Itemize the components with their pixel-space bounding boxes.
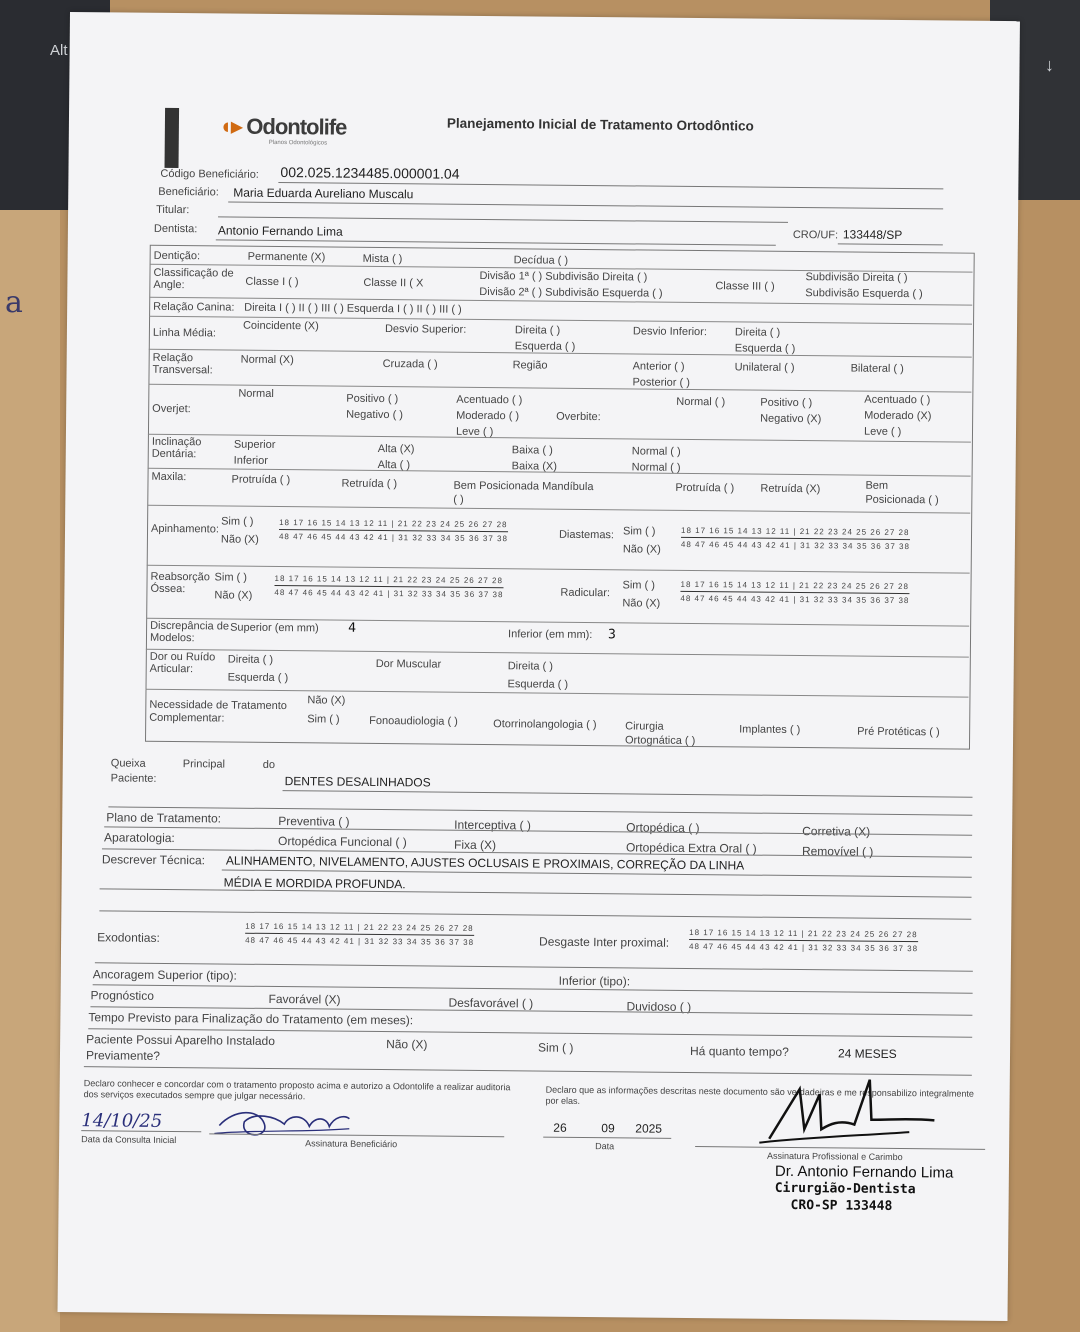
titular-label: Titular: bbox=[156, 203, 190, 217]
plano-preventiva: Preventiva ( ) bbox=[278, 814, 350, 829]
teeth-lower: 48 47 46 45 44 43 42 41 | 31 32 33 34 35 36 37 38 bbox=[245, 935, 475, 947]
discrepancia-label: Discrepância de Modelos: bbox=[149, 619, 230, 645]
classe-2: Classe II ( X bbox=[363, 276, 424, 290]
mandibula-bem-posicionada: Bem Posicionada Mandíbula bbox=[453, 479, 594, 494]
mandibula-posicionada: Posicionada ( ) bbox=[865, 493, 939, 507]
ha-quanto-tempo-value: 24 MESES bbox=[837, 1046, 897, 1061]
assinatura-profissional-label: Assinatura Profissional e Carimbo bbox=[767, 1150, 903, 1163]
stamp-title: Cirurgião-Dentista bbox=[774, 1180, 916, 1198]
otorrinolaringologia: Otorrinolangologia ( ) bbox=[493, 718, 597, 732]
teeth-upper: 18 17 16 15 14 13 12 11 | 21 22 23 24 25 26 27 28 bbox=[279, 518, 508, 532]
stamp-name: Dr. Antonio Fernando Lima bbox=[774, 1162, 954, 1182]
aparelho-label-1: Paciente Possui Aparelho Instalado bbox=[86, 1032, 275, 1049]
teeth-upper: 18 17 16 15 14 13 12 11 | 21 22 23 24 25 26 27 28 bbox=[245, 922, 474, 936]
data-consulta-label: Data da Consulta Inicial bbox=[81, 1134, 177, 1146]
classe-3: Classe III ( ) bbox=[715, 280, 775, 293]
inclinacao-alta-inf: Alta ( ) bbox=[377, 458, 411, 472]
envelope-edge bbox=[0, 210, 60, 1332]
desvio-sup-direita: Direita ( ) bbox=[514, 324, 561, 337]
professional-signature bbox=[759, 1069, 940, 1151]
inclinacao-baixa-sup: Baixa ( ) bbox=[511, 444, 553, 457]
diastemas-sim: Sim ( ) bbox=[622, 525, 656, 538]
maxila-retruida: Retruída ( ) bbox=[341, 477, 398, 491]
teeth-lower: 48 47 46 45 44 43 42 41 | 31 32 33 34 35 36 37 38 bbox=[689, 941, 919, 954]
teeth-upper: 18 17 16 15 14 13 12 11 | 21 22 23 24 25 26 27 28 bbox=[689, 928, 918, 942]
classe3-sub-esquerda: Subdivisão Esquerda ( ) bbox=[805, 287, 923, 301]
classificacao-label: Classificação de Angle: bbox=[153, 266, 234, 292]
pre-proteticas: Pré Protéticas ( ) bbox=[857, 725, 940, 739]
relacao-canina-label: Relação Canina: bbox=[153, 300, 235, 314]
stamp-cro: CRO-SP 133448 bbox=[790, 1197, 893, 1214]
data-line bbox=[543, 1137, 671, 1139]
queixa-line bbox=[283, 790, 973, 798]
tecnica-underline-3 bbox=[99, 910, 971, 919]
transversal-anterior: Anterior ( ) bbox=[632, 360, 685, 373]
declaracao-profissional: Declaro que as informações descritas neste documento são verdadeiras e me responsabilizo integralmente por elas. bbox=[545, 1084, 974, 1106]
teeth-lower: 48 47 46 45 44 43 42 41 | 31 32 33 34 35 36 37 38 bbox=[680, 539, 910, 552]
aparatologia-fixa: Fixa (X) bbox=[453, 837, 497, 853]
teeth-upper: 18 17 16 15 14 13 12 11 | 21 22 23 24 25 26 27 28 bbox=[274, 574, 503, 588]
beneficiario-label: Beneficiário: bbox=[158, 185, 219, 199]
apinhamento-teeth-chart bbox=[279, 518, 508, 543]
dor-muscular-esquerda: Esquerda ( ) bbox=[507, 678, 569, 691]
aparatologia-extra-oral: Ortopédica Extra Oral ( ) bbox=[625, 840, 757, 856]
queixa-label-3: do bbox=[262, 758, 276, 772]
dor-label: Dor ou Ruído Articular: bbox=[149, 650, 216, 676]
discrepancia-superior-label: Superior (em mm) bbox=[230, 621, 319, 635]
radicular-teeth-chart bbox=[680, 580, 909, 605]
inclinacao-inferior: Inferior bbox=[233, 454, 269, 467]
prognostico-duvidoso: Duvidoso ( ) bbox=[626, 999, 692, 1015]
dor-direita: Direita ( ) bbox=[227, 653, 274, 666]
data-label: Data bbox=[595, 1141, 615, 1152]
relacao-canina-options: Direita I ( ) II ( ) III ( ) Esquerda I ( ) II ( ) III ( ) bbox=[244, 301, 462, 316]
desgaste-teeth-chart bbox=[689, 928, 918, 953]
exodontias-label: Exodontias: bbox=[97, 930, 160, 945]
classe-1: Classe I ( ) bbox=[245, 275, 299, 289]
ancoragem-line bbox=[93, 984, 973, 993]
denticao-label: Dentição: bbox=[153, 249, 201, 263]
prognostico-favoravel: Favorável (X) bbox=[268, 991, 341, 1007]
prognostico-label: Prognóstico bbox=[90, 988, 155, 1003]
mandibula-bem: Bem bbox=[865, 479, 889, 492]
data-mes: 09 bbox=[601, 1121, 615, 1136]
transversal-regiao: Região bbox=[512, 359, 548, 372]
tecnica-underline-2 bbox=[100, 888, 972, 897]
data-consulta-value: 14/10/25 bbox=[81, 1110, 163, 1132]
tecnica-line-1: ALINHAMENTO, NIVELAMENTO, AJUSTES OCLUSAIS E PROXIMAIS, CORREÇÃO DA LINHA bbox=[225, 853, 745, 873]
form-title: Planejamento Inicial de Tratamento Ortodôntico bbox=[446, 115, 754, 134]
ancoragem-inferior: Inferior (tipo): bbox=[558, 973, 631, 989]
divisao-2: Divisão 2ª ( ) Subdivisão Esquerda ( ) bbox=[479, 285, 663, 300]
data-ano: 2025 bbox=[635, 1121, 663, 1136]
overbite-label: Overbite: bbox=[556, 410, 601, 424]
maxila-bem-paren: ( ) bbox=[453, 493, 464, 506]
necessidade-label: Necessidade de Tratamento Complementar: bbox=[149, 698, 287, 725]
queixa-value: DENTES DESALINHADOS bbox=[284, 774, 431, 790]
tecnica-label: Descrever Técnica: bbox=[101, 852, 206, 868]
classe3-sub-direita: Subdivisão Direita ( ) bbox=[805, 271, 908, 285]
discrepancia-superior-value: 4 bbox=[348, 620, 356, 636]
ortognatica: Ortognática ( ) bbox=[624, 734, 696, 748]
arrow-key-label: ↓ bbox=[1045, 55, 1054, 75]
mandibula-retruida: Retruída (X) bbox=[760, 482, 821, 496]
plano-ortopedica: Ortopédica ( ) bbox=[626, 820, 700, 836]
assinatura-beneficiario-label: Assinatura Beneficiário bbox=[305, 1138, 398, 1150]
inclinacao-normal-sup: Normal ( ) bbox=[631, 445, 681, 458]
queixa-label-2: Principal bbox=[182, 758, 226, 771]
plano-interceptiva: Interceptiva ( ) bbox=[454, 817, 531, 833]
transversal-cruzada: Cruzada ( ) bbox=[382, 358, 438, 371]
coincidente: Coincidente (X) bbox=[242, 319, 319, 333]
desvio-inf-esquerda: Esquerda ( ) bbox=[734, 342, 796, 355]
codigo-value: 002.025.1234485.000001.04 bbox=[280, 164, 460, 182]
overjet-label: Overjet: bbox=[152, 402, 191, 416]
overjet-positivo: Positivo ( ) bbox=[346, 392, 399, 406]
denticao-mista: Mista ( ) bbox=[362, 252, 403, 266]
overjet-acentuado: Acentuado ( ) bbox=[456, 393, 523, 407]
plano-label: Plano de Tratamento: bbox=[106, 810, 222, 826]
prognostico-desfavoravel: Desfavorável ( ) bbox=[448, 995, 534, 1011]
overjet-leve: Leve ( ) bbox=[455, 425, 494, 439]
discrepancia-inferior-value: 3 bbox=[607, 627, 616, 643]
transversal-posterior: Posterior ( ) bbox=[632, 376, 690, 389]
overbite-negativo: Negativo (X) bbox=[760, 412, 822, 426]
reabsorcao-sim: Sim ( ) bbox=[214, 571, 248, 584]
overbite-normal: Normal ( ) bbox=[676, 395, 726, 409]
cirurgia: Cirurgia bbox=[625, 720, 664, 733]
queixa-label-4: Paciente: bbox=[110, 772, 157, 785]
transversal-unilateral: Unilateral ( ) bbox=[734, 361, 795, 374]
teeth-lower: 48 47 46 45 44 43 42 41 | 31 32 33 34 35 36 37 38 bbox=[274, 587, 504, 600]
teeth-lower: 48 47 46 45 44 43 42 41 | 31 32 33 34 35 36 37 38 bbox=[680, 593, 910, 606]
aparatologia-ortopedica-funcional: Ortopédica Funcional ( ) bbox=[277, 834, 407, 850]
aparelho-label-2: Previamente? bbox=[85, 1048, 161, 1063]
desvio-inf-direita: Direita ( ) bbox=[734, 326, 781, 339]
discrepancia-inferior-label: Inferior (em mm): bbox=[507, 628, 593, 642]
cro-label: CRO/UF: bbox=[792, 228, 839, 242]
diastemas-teeth-chart bbox=[681, 526, 910, 551]
dor-esquerda: Esquerda ( ) bbox=[227, 671, 289, 685]
inclinacao-alta-sup: Alta (X) bbox=[377, 442, 415, 456]
reabsorcao-teeth-chart bbox=[274, 574, 503, 599]
implantes: Implantes ( ) bbox=[739, 723, 801, 737]
cro-value: 133448/SP bbox=[842, 227, 903, 242]
cro-line bbox=[838, 243, 943, 245]
overbite-positivo: Positivo ( ) bbox=[760, 396, 813, 410]
queixa-label: Queixa bbox=[110, 757, 146, 770]
data-dia: 26 bbox=[553, 1120, 567, 1135]
tempo-label: Tempo Previsto para Finalização do Tratamento (em meses): bbox=[88, 1010, 414, 1028]
beneficiario-line bbox=[228, 202, 943, 210]
diastemas-label: Diastemas: bbox=[558, 528, 615, 542]
teeth-upper: 18 17 16 15 14 13 12 11 | 21 22 23 24 25 26 27 28 bbox=[681, 526, 910, 540]
ha-quanto-tempo-label: Há quanto tempo? bbox=[689, 1044, 789, 1059]
form-sheet bbox=[58, 12, 1020, 1321]
aparatologia-removivel: Removível ( ) bbox=[801, 844, 874, 859]
codigo-label: Código Beneficiário: bbox=[160, 167, 259, 181]
logo-text: Odontolife bbox=[246, 113, 347, 140]
aparatologia-label: Aparatologia: bbox=[104, 830, 175, 846]
teeth-lower: 48 47 46 45 44 43 42 41 | 31 32 33 34 35 36 37 38 bbox=[278, 532, 509, 544]
denticao-decidua: Decídua ( ) bbox=[513, 254, 569, 267]
apinhamento-nao: Não (X) bbox=[220, 533, 259, 546]
dor-muscular-label: Dor Muscular bbox=[375, 657, 442, 671]
beneficiario-value: Maria Eduarda Aureliano Muscalu bbox=[233, 185, 414, 202]
overjet-normal: Normal bbox=[238, 387, 274, 400]
dentist-stamp bbox=[774, 1163, 953, 1216]
reabsorcao-nao: Não (X) bbox=[214, 589, 253, 602]
overjet-moderado: Moderado ( ) bbox=[456, 409, 520, 423]
linha-media-label: Linha Média: bbox=[152, 326, 216, 340]
transversal-normal: Normal (X) bbox=[240, 353, 294, 367]
divisao-1: Divisão 1ª ( ) Subdivisão Direita ( ) bbox=[479, 269, 648, 284]
mandibula-protruida: Protruída ( ) bbox=[675, 481, 735, 495]
aparelho-nao: Não (X) bbox=[386, 1037, 428, 1052]
ancoragem-label: Ancoragem Superior (tipo): bbox=[92, 967, 237, 983]
radicular-sim: Sim ( ) bbox=[622, 579, 655, 592]
diastemas-nao: Não (X) bbox=[622, 543, 661, 556]
overjet-negativo: Negativo ( ) bbox=[346, 408, 404, 422]
declaracao-beneficiario: Declaro conhecer e concordar com o tratamento proposto acima e autorizo a Odontolife a realizar auditoria dos serviços executados sempre que julgar necessário. bbox=[83, 1078, 511, 1102]
logo-mark-icon: ◖▸ bbox=[218, 113, 242, 139]
inclinacao-baixa-inf: Baixa (X) bbox=[511, 460, 557, 473]
data-consulta-line bbox=[81, 1130, 201, 1132]
exodontias-teeth-chart bbox=[245, 922, 474, 947]
titular-line bbox=[218, 216, 788, 222]
dentista-label: Dentista: bbox=[153, 222, 198, 236]
dor-muscular-direita: Direita ( ) bbox=[507, 660, 554, 673]
radicular-nao: Não (X) bbox=[622, 597, 661, 610]
overbite-moderado: Moderado (X) bbox=[864, 409, 932, 423]
maxila-label: Maxila: bbox=[151, 470, 187, 484]
apinhamento-sim: Sim ( ) bbox=[221, 515, 254, 528]
tecnica-line-2: MÉDIA E MORDIDA PROFUNDA. bbox=[223, 875, 406, 892]
overbite-leve: Leve ( ) bbox=[863, 425, 902, 438]
necessidade-nao: Não (X) bbox=[307, 694, 346, 707]
queixa-line-2 bbox=[108, 806, 972, 815]
teeth-upper: 18 17 16 15 14 13 12 11 | 21 22 23 24 25 26 27 28 bbox=[680, 580, 909, 594]
necessidade-sim: Sim ( ) bbox=[307, 713, 340, 726]
reabsorcao-label: Reabsorção Óssea: bbox=[150, 570, 210, 596]
radicular-label: Radicular: bbox=[560, 586, 611, 600]
maxila-protruida: Protruída ( ) bbox=[231, 473, 291, 487]
inclinacao-superior: Superior bbox=[233, 438, 276, 451]
logo-subtitle: Planos Odontológicos bbox=[268, 139, 328, 147]
desvio-inferior: Desvio Inferior: bbox=[632, 325, 707, 339]
aparelho-sim: Sim ( ) bbox=[538, 1040, 574, 1055]
desvio-superior: Desvio Superior: bbox=[384, 323, 467, 336]
overbite-acentuado: Acentuado ( ) bbox=[864, 393, 931, 407]
dentista-value: Antonio Fernando Lima bbox=[217, 223, 343, 239]
inclinacao-label: Inclinação Dentária: bbox=[151, 435, 202, 461]
odontolife-logo bbox=[219, 113, 347, 146]
fonoaudiologia: Fonoaudiologia ( ) bbox=[369, 714, 458, 728]
transversal-bilateral: Bilateral ( ) bbox=[850, 362, 904, 376]
alt-key-label: Alt bbox=[50, 42, 68, 59]
inclinacao-normal-inf: Normal ( ) bbox=[631, 461, 681, 474]
denticao-permanente: Permanente (X) bbox=[247, 250, 326, 264]
desgaste-label: Desgaste Inter proximal: bbox=[539, 934, 670, 950]
plano-corretiva: Corretiva (X) bbox=[802, 824, 871, 839]
logo-strip bbox=[165, 108, 180, 168]
handwritten-scribble: a bbox=[5, 285, 23, 320]
relacao-transversal-label: Relação Transversal: bbox=[152, 351, 213, 377]
desvio-sup-esquerda: Esquerda ( ) bbox=[514, 340, 576, 353]
dentista-line bbox=[216, 239, 776, 245]
apinhamento-label: Apinhamento: bbox=[150, 522, 219, 536]
